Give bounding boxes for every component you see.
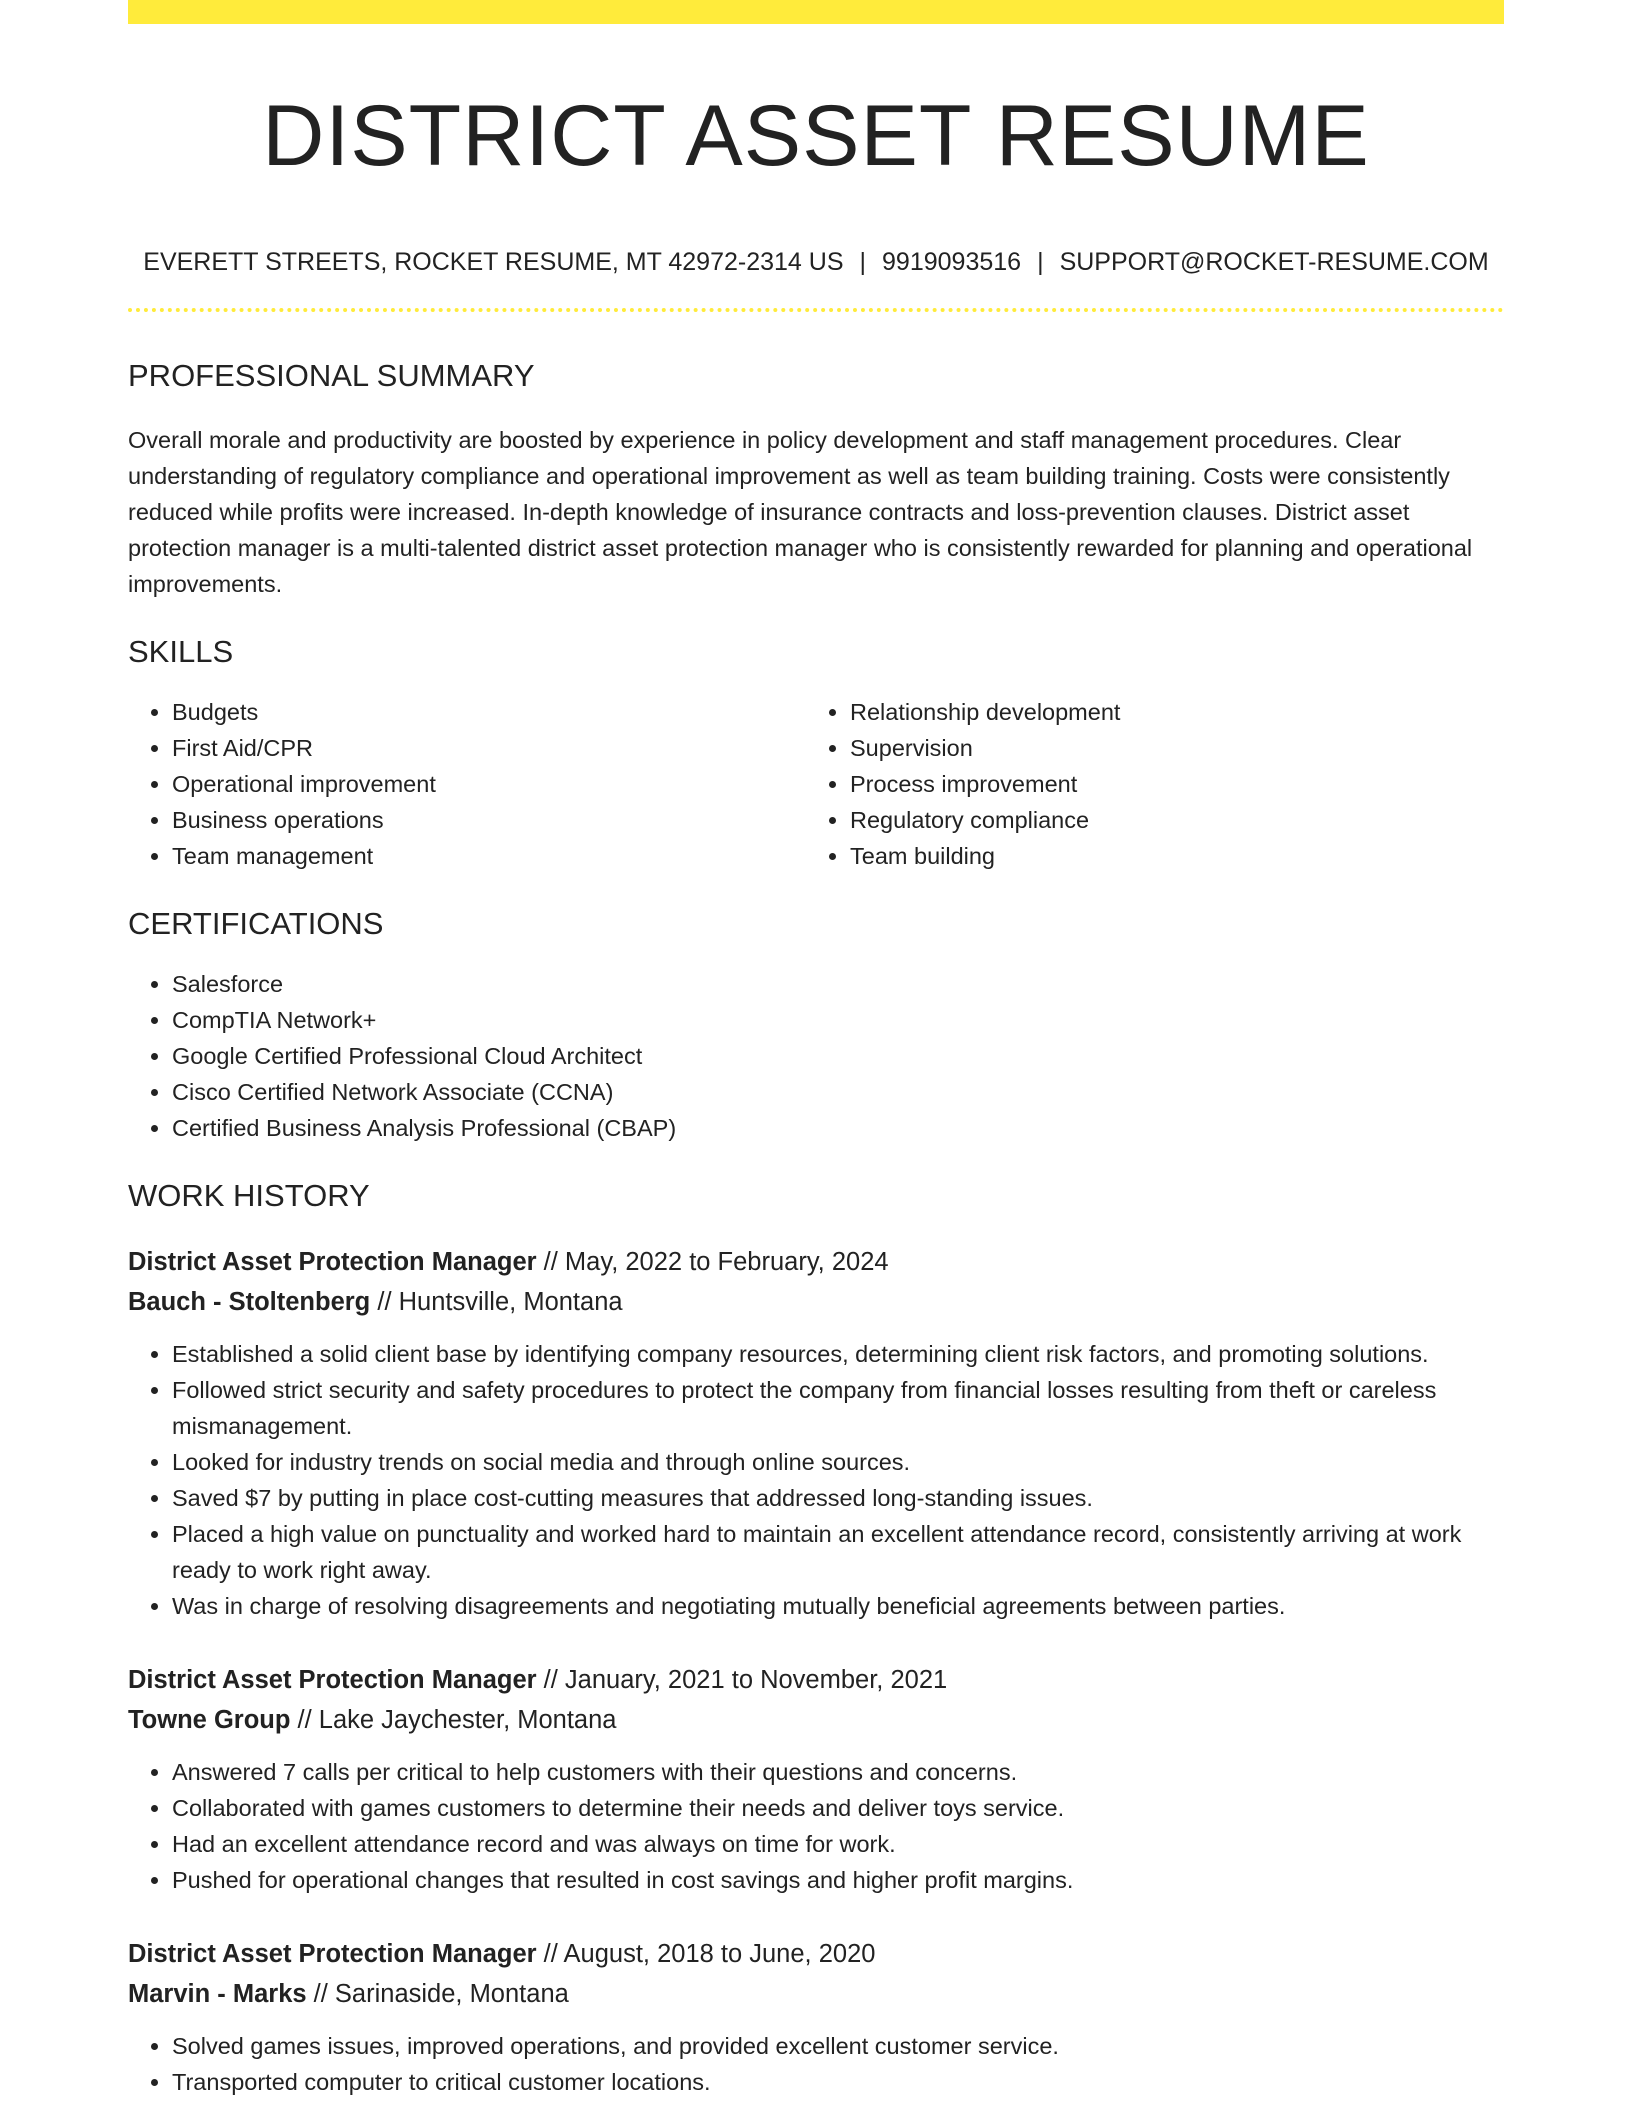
certifications-heading: CERTIFICATIONS xyxy=(128,906,384,941)
summary-heading: PROFESSIONAL SUMMARY xyxy=(128,358,535,393)
skill-item: • Process improvement xyxy=(850,766,1484,802)
job-title-line xyxy=(128,1934,1504,1974)
contact-line xyxy=(128,246,1504,278)
job-entry xyxy=(128,1934,1504,2100)
skills-heading: SKILLS xyxy=(128,634,234,669)
work-history-heading: WORK HISTORY xyxy=(128,1178,370,1213)
skill-item: • Budgets xyxy=(172,694,806,730)
job-dates: // August, 2018 to June, 2020 xyxy=(543,1940,876,1968)
job-entry xyxy=(128,1242,1504,1624)
top-accent-bar xyxy=(128,0,1504,24)
job-bullet: • Looked for industry trends on social media and through online sources. xyxy=(172,1444,1504,1480)
job-bullets xyxy=(128,1336,1504,1624)
job-location: // Huntsville, Montana xyxy=(377,1288,623,1316)
job-company: Towne Group xyxy=(128,1706,291,1734)
contact-phone: 9919093516 xyxy=(882,248,1022,276)
job-dates: // January, 2021 to November, 2021 xyxy=(543,1666,948,1694)
skill-item: • Operational improvement xyxy=(172,766,806,802)
skill-item: • Relationship development xyxy=(850,694,1484,730)
job-bullet: • Pushed for operational changes that resulted in cost savings and higher profit margins. xyxy=(172,1862,1504,1898)
job-company: Bauch - Stoltenberg xyxy=(128,1288,371,1316)
job-company-line xyxy=(128,1282,1504,1322)
summary-text: Overall morale and productivity are boosted by experience in policy development and staff management procedures. Clear understanding of regulatory compliance and operational improvement as well as team building training. Costs were consistently reduced while profits were increased. In-depth knowledge of insurance contracts and loss-prevention clauses. District asset protection manager is a multi-talented district asset protection manager who is consistently rewarded for planning and operational improvements. xyxy=(128,427,1473,597)
certifications-list xyxy=(128,966,1504,1146)
job-bullets xyxy=(128,2028,1504,2100)
contact-separator: | xyxy=(1037,248,1044,276)
job-entry xyxy=(128,1660,1504,1898)
job-title-line xyxy=(128,1242,1504,1282)
dotted-divider xyxy=(128,308,1504,312)
job-role: District Asset Protection Manager xyxy=(128,1940,537,1968)
job-bullet: • Had an excellent attendance record and was always on time for work. xyxy=(172,1826,1504,1862)
job-bullet: • Collaborated with games customers to determine their needs and deliver toys service. xyxy=(172,1790,1504,1826)
job-bullets xyxy=(128,1754,1504,1898)
job-role: District Asset Protection Manager xyxy=(128,1666,537,1694)
contact-email: SUPPORT@ROCKET-RESUME.COM xyxy=(1059,248,1489,276)
job-bullet: • Transported computer to critical customer locations. xyxy=(172,2064,1504,2100)
skill-item: • Team building xyxy=(850,838,1484,874)
job-location: // Sarinaside, Montana xyxy=(313,1980,569,2008)
skills-list-left xyxy=(128,694,806,874)
job-location: // Lake Jaychester, Montana xyxy=(297,1706,617,1734)
contact-separator: | xyxy=(859,248,867,276)
job-bullet: • Established a solid client base by identifying company resources, determining client risk factors, and promoting solutions. xyxy=(172,1336,1504,1372)
job-bullet: • Was in charge of resolving disagreements and negotiating mutually beneficial agreements between parties. xyxy=(172,1588,1504,1624)
job-dates: // May, 2022 to February, 2024 xyxy=(543,1248,889,1276)
job-bullet: • Solved games issues, improved operations, and provided excellent customer service. xyxy=(172,2028,1504,2064)
contact-address: EVERETT STREETS, ROCKET RESUME, MT 42972-2314 US xyxy=(143,248,844,276)
skill-item: • Team management xyxy=(172,838,806,874)
certification-item: • Google Certified Professional Cloud Architect xyxy=(172,1038,1504,1074)
resume-content xyxy=(128,24,1504,2100)
job-bullet: • Placed a high value on punctuality and worked hard to maintain an excellent attendance record, consistently arriving at work ready to work right away. xyxy=(172,1516,1504,1588)
job-bullet: • Saved $7 by putting in place cost-cutting measures that addressed long-standing issues. xyxy=(172,1480,1504,1516)
skill-item: • Supervision xyxy=(850,730,1484,766)
job-company: Marvin - Marks xyxy=(128,1980,307,2008)
job-title-line xyxy=(128,1660,1504,1700)
skills-list-right xyxy=(806,694,1484,874)
job-role: District Asset Protection Manager xyxy=(128,1248,537,1276)
certification-item: • Certified Business Analysis Professional (CBAP) xyxy=(172,1110,1504,1146)
skill-item: • First Aid/CPR xyxy=(172,730,806,766)
job-bullet: • Followed strict security and safety procedures to protect the company from financial losses resulting from theft or careless mismanagement. xyxy=(172,1372,1504,1444)
skill-item: • Business operations xyxy=(172,802,806,838)
resume-name: DISTRICT ASSET RESUME xyxy=(262,88,1370,184)
job-company-line xyxy=(128,1700,1504,1740)
certification-item: • Cisco Certified Network Associate (CCNA) xyxy=(172,1074,1504,1110)
job-bullet: • Answered 7 calls per critical to help customers with their questions and concerns. xyxy=(172,1754,1504,1790)
job-company-line xyxy=(128,1974,1504,2014)
certification-item: • Salesforce xyxy=(172,966,1504,1002)
certification-item: • CompTIA Network+ xyxy=(172,1002,1504,1038)
skill-item: • Regulatory compliance xyxy=(850,802,1484,838)
skills-grid xyxy=(128,672,1504,874)
